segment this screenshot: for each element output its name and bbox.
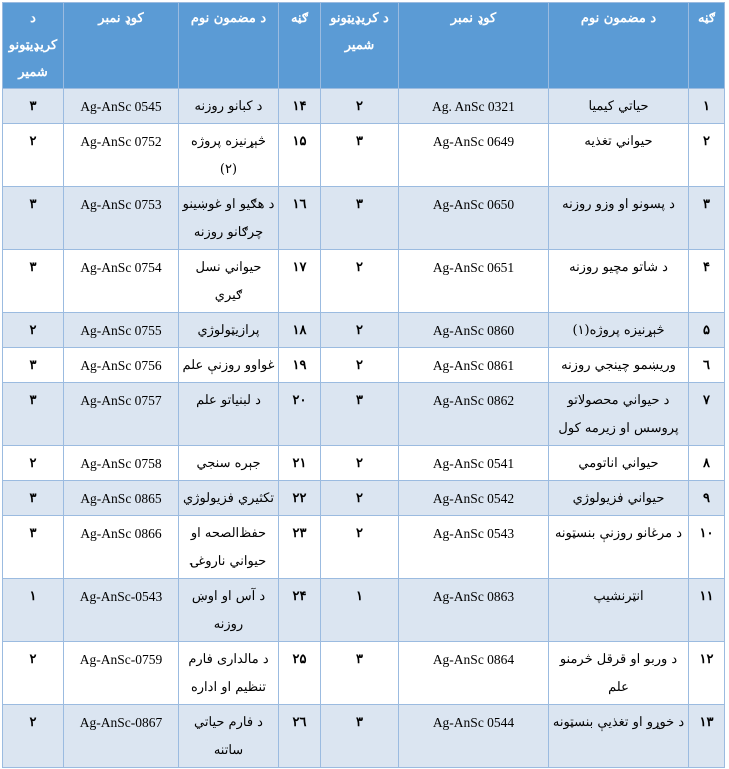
course-code: Ag-AnSc 0863	[399, 579, 549, 642]
table-row	[3, 187, 725, 250]
credit-count: ٣	[3, 89, 64, 124]
header-credits: د کریډیټونو شمیر	[321, 3, 399, 89]
row-number: ۴	[689, 250, 725, 313]
credit-count: ٢	[321, 516, 399, 579]
row-number: ١٣	[689, 705, 725, 768]
course-code: Ag-AnSc 0758	[64, 446, 179, 481]
table-row	[3, 642, 725, 705]
subject-name: د مرغانو روزنې بنسټونه	[549, 516, 689, 579]
row-number: ٢٠	[279, 383, 321, 446]
subject-name: څېړنیزه پروژه (٢)	[179, 124, 279, 187]
credit-count: ٢	[3, 124, 64, 187]
course-code: Ag-AnSc 0861	[399, 348, 549, 383]
subject-name: څېړنیزه پروژه(١)	[549, 313, 689, 348]
subject-name: حیواني اناتومي	[549, 446, 689, 481]
row-number: ١٧	[279, 250, 321, 313]
credit-count: ٣	[3, 250, 64, 313]
course-code: Ag-AnSc-0543	[64, 579, 179, 642]
credit-count: ٢	[321, 348, 399, 383]
subject-name: حیواني نسل ګیري	[179, 250, 279, 313]
table-row	[3, 124, 725, 187]
course-code: Ag-AnSc 0864	[399, 642, 549, 705]
course-code: Ag-AnSc 0754	[64, 250, 179, 313]
row-number: ٨	[689, 446, 725, 481]
credit-count: ١	[321, 579, 399, 642]
header-code: کوډ نمبر	[399, 3, 549, 89]
course-code: Ag-AnSc 0865	[64, 481, 179, 516]
credit-count: ٣	[3, 383, 64, 446]
course-code: Ag-AnSc 0753	[64, 187, 179, 250]
course-code: Ag-AnSc 0544	[399, 705, 549, 768]
courses-table	[2, 2, 725, 768]
subject-name: انټرنشیپ	[549, 579, 689, 642]
subject-name: د هګیو او غوښینو چرګانو روزنه	[179, 187, 279, 250]
header-code: کوډ نمبر	[64, 3, 179, 89]
course-code: Ag-AnSc 0866	[64, 516, 179, 579]
header-subject-name: د مضمون نوم	[179, 3, 279, 89]
subject-name: حیواني تغذیه	[549, 124, 689, 187]
row-number: ٢۴	[279, 579, 321, 642]
credit-count: ٣	[321, 642, 399, 705]
row-number: ١٠	[689, 516, 725, 579]
course-code: Ag-AnSc 0756	[64, 348, 179, 383]
subject-name: د وربو او قرقل څرمنو علم	[549, 642, 689, 705]
subject-name: د شاتو مچیو روزنه	[549, 250, 689, 313]
course-code: Ag-AnSc 0650	[399, 187, 549, 250]
course-code: Ag-AnSc 0757	[64, 383, 179, 446]
table-row	[3, 348, 725, 383]
table-body	[3, 89, 725, 768]
subject-name: د کبانو روزنه	[179, 89, 279, 124]
course-code: Ag. AnSc 0321	[399, 89, 549, 124]
row-number: ١٩	[279, 348, 321, 383]
credit-count: ٣	[3, 348, 64, 383]
row-number: ١٨	[279, 313, 321, 348]
credit-count: ٣	[321, 187, 399, 250]
row-number: ٢	[689, 124, 725, 187]
course-code: Ag-AnSc-0867	[64, 705, 179, 768]
table-row	[3, 250, 725, 313]
row-number: ١۵	[279, 124, 321, 187]
subject-name: د فارم حیاتي ساتنه	[179, 705, 279, 768]
row-number: ۵	[689, 313, 725, 348]
course-code: Ag-AnSc 0862	[399, 383, 549, 446]
subject-name: د لبنیاتو علم	[179, 383, 279, 446]
credit-count: ٣	[321, 383, 399, 446]
header-number: ګڼه	[279, 3, 321, 89]
credit-count: ٣	[3, 481, 64, 516]
row-number: ٢١	[279, 446, 321, 481]
table-row	[3, 89, 725, 124]
subject-name: د مالداری فارم تنظیم او اداره	[179, 642, 279, 705]
subject-name: حفظ‌الصحه او حیواني ناروغۍ	[179, 516, 279, 579]
course-code: Ag-AnSc 0543	[399, 516, 549, 579]
row-number: ١١	[689, 579, 725, 642]
table-row	[3, 516, 725, 579]
credit-count: ٣	[3, 516, 64, 579]
credit-count: ٢	[321, 313, 399, 348]
course-code: Ag-AnSc 0542	[399, 481, 549, 516]
row-number: ٧	[689, 383, 725, 446]
credit-count: ٢	[3, 705, 64, 768]
credit-count: ٢	[321, 446, 399, 481]
header-credits: د کریډیټونو شمیر	[3, 3, 64, 89]
course-code: Ag-AnSc 0541	[399, 446, 549, 481]
course-code: Ag-AnSc 0649	[399, 124, 549, 187]
table-row	[3, 383, 725, 446]
course-code: Ag-AnSc-0759	[64, 642, 179, 705]
credit-count: ٢	[3, 313, 64, 348]
credit-count: ٣	[321, 124, 399, 187]
row-number: ٢٣	[279, 516, 321, 579]
row-number: ١٦	[279, 187, 321, 250]
subject-name: وریښمو چینجي روزنه	[549, 348, 689, 383]
row-number: ٢٦	[279, 705, 321, 768]
course-code: Ag-AnSc 0860	[399, 313, 549, 348]
credit-count: ٢	[3, 446, 64, 481]
subject-name: حیواني فزیولوژي	[549, 481, 689, 516]
subject-name: د حیواني محصولاتو پروسس او زیرمه کول	[549, 383, 689, 446]
subject-name: تکثیري فزیولوژي	[179, 481, 279, 516]
credit-count: ٣	[3, 187, 64, 250]
table-header-row	[3, 3, 725, 89]
credit-count: ٢	[321, 250, 399, 313]
credit-count: ٢	[3, 642, 64, 705]
subject-name: جېره سنجي	[179, 446, 279, 481]
header-number: ګڼه	[689, 3, 725, 89]
header-subject-name: د مضمون نوم	[549, 3, 689, 89]
table-row	[3, 705, 725, 768]
subject-name: پرازیټولوژي	[179, 313, 279, 348]
subject-name: د خوړو او تغذیې بنسټونه	[549, 705, 689, 768]
row-number: ٢۵	[279, 642, 321, 705]
subject-name: حیاتي کیمیا	[549, 89, 689, 124]
subject-name: د آس او اوښ روزنه	[179, 579, 279, 642]
credit-count: ٢	[321, 481, 399, 516]
row-number: ٦	[689, 348, 725, 383]
row-number: ٣	[689, 187, 725, 250]
credit-count: ١	[3, 579, 64, 642]
row-number: ٢٢	[279, 481, 321, 516]
course-code: Ag-AnSc 0752	[64, 124, 179, 187]
table-row	[3, 579, 725, 642]
table-row	[3, 313, 725, 348]
course-code: Ag-AnSc 0755	[64, 313, 179, 348]
subject-name: د پسونو او وزو روزنه	[549, 187, 689, 250]
row-number: ١٢	[689, 642, 725, 705]
subject-name: غواوو روزنې علم	[179, 348, 279, 383]
table-row	[3, 446, 725, 481]
row-number: ٩	[689, 481, 725, 516]
course-code: Ag-AnSc 0651	[399, 250, 549, 313]
credit-count: ٢	[321, 89, 399, 124]
table-row	[3, 481, 725, 516]
credit-count: ٣	[321, 705, 399, 768]
course-code: Ag-AnSc 0545	[64, 89, 179, 124]
row-number: ١	[689, 89, 725, 124]
row-number: ١۴	[279, 89, 321, 124]
